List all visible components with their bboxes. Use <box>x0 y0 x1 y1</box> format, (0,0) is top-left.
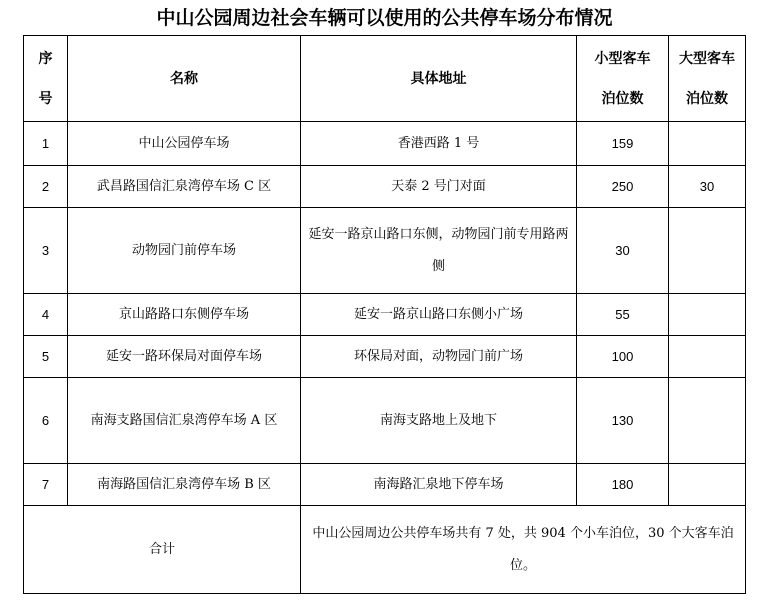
parking-table <box>23 35 746 594</box>
page-title: 中山公园周边社会车辆可以使用的公共停车场分布情况 <box>156 7 613 29</box>
row-name: 武昌路国信汇泉湾停车场 C 区 <box>68 166 301 208</box>
header-index-line1: 序 <box>38 50 53 67</box>
row-name: 南海路国信汇泉湾停车场 B 区 <box>68 464 301 506</box>
header-small-line1: 小型客车 <box>594 50 651 67</box>
table-row <box>24 464 746 506</box>
table-row <box>24 208 746 294</box>
header-name: 名称 <box>68 36 301 122</box>
header-address: 具体地址 <box>301 36 577 122</box>
total-summary: 中山公园周边公共停车场共有 7 处，共 904 个小车泊位，30 个大客车泊位。 <box>301 506 746 594</box>
row-index: 1 <box>24 122 68 166</box>
row-name: 中山公园停车场 <box>68 122 301 166</box>
row-name: 京山路路口东侧停车场 <box>68 294 301 336</box>
header-large-line2: 泊位数 <box>686 90 728 107</box>
row-address: 延安一路京山路口东侧小广场 <box>301 294 577 336</box>
row-name: 南海支路国信汇泉湾停车场 A 区 <box>68 378 301 464</box>
total-row <box>24 506 746 594</box>
row-large <box>669 122 746 166</box>
header-small <box>577 36 669 122</box>
table-row <box>24 294 746 336</box>
row-small: 130 <box>577 378 669 464</box>
row-small: 250 <box>577 166 669 208</box>
row-small: 159 <box>577 122 669 166</box>
row-small: 180 <box>577 464 669 506</box>
row-index: 4 <box>24 294 68 336</box>
row-small: 55 <box>577 294 669 336</box>
table-row <box>24 336 746 378</box>
row-large <box>669 378 746 464</box>
row-large: 30 <box>669 166 746 208</box>
header-index <box>24 36 68 122</box>
row-address: 香港西路 1 号 <box>301 122 577 166</box>
row-index: 2 <box>24 166 68 208</box>
table-row <box>24 122 746 166</box>
row-index: 7 <box>24 464 68 506</box>
row-index: 5 <box>24 336 68 378</box>
row-address: 延安一路京山路口东侧，动物园门前专用路两侧 <box>301 208 577 294</box>
table-row <box>24 166 746 208</box>
header-large <box>669 36 746 122</box>
header-row <box>24 36 746 122</box>
header-large-line1: 大型客车 <box>679 50 735 67</box>
row-index: 3 <box>24 208 68 294</box>
row-large <box>669 464 746 506</box>
header-small-line2: 泊位数 <box>601 90 644 107</box>
row-address: 南海支路地上及地下 <box>301 378 577 464</box>
row-small: 30 <box>577 208 669 294</box>
row-small: 100 <box>577 336 669 378</box>
row-address: 环保局对面，动物园门前广场 <box>301 336 577 378</box>
row-large <box>669 208 746 294</box>
row-name: 动物园门前停车场 <box>68 208 301 294</box>
row-index: 6 <box>24 378 68 464</box>
row-address: 天泰 2 号门对面 <box>301 166 577 208</box>
row-name: 延安一路环保局对面停车场 <box>68 336 301 378</box>
row-large <box>669 294 746 336</box>
total-label: 合计 <box>24 506 301 594</box>
header-index-line2: 号 <box>38 90 53 107</box>
row-address: 南海路汇泉地下停车场 <box>301 464 577 506</box>
row-large <box>669 336 746 378</box>
table-row <box>24 378 746 464</box>
